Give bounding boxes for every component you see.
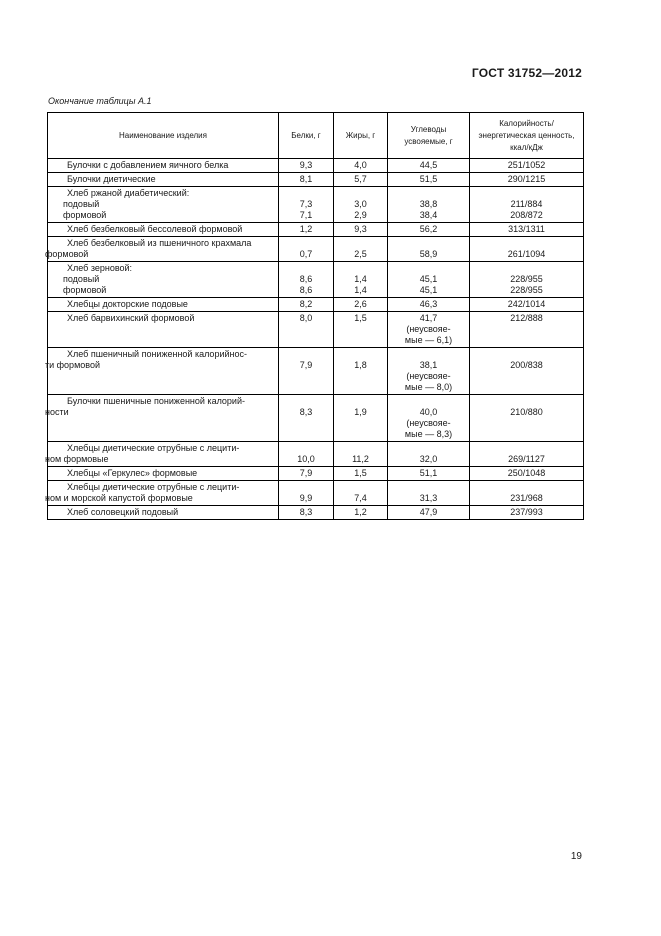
cell-name bbox=[48, 187, 279, 223]
cell-energy: 313/1311 bbox=[470, 223, 584, 237]
cell-carbs bbox=[388, 187, 470, 223]
cell-name bbox=[45, 442, 279, 467]
value: 9,9 bbox=[299, 493, 313, 503]
row-subitem: формовой bbox=[63, 210, 107, 220]
table-row bbox=[48, 506, 584, 520]
cell-energy bbox=[470, 442, 584, 467]
table-caption: Окончание таблицы А.1 bbox=[48, 96, 152, 106]
table-row bbox=[48, 467, 584, 481]
cell-energy: 250/1048 bbox=[470, 467, 584, 481]
cell-protein: 1,2 bbox=[279, 223, 334, 237]
cell-protein: 8,0 bbox=[279, 312, 334, 348]
cell-protein bbox=[279, 442, 334, 467]
cell-protein bbox=[279, 481, 334, 506]
cell-protein: 8,3 bbox=[279, 506, 334, 520]
cell-carbs: 46,3 bbox=[388, 298, 470, 312]
value: 261/1094 bbox=[507, 249, 546, 259]
row-name-continued: формовой bbox=[45, 249, 89, 259]
cell-energy: 242/1014 bbox=[470, 298, 584, 312]
row-name: Хлебцы «Геркулес» формовые bbox=[67, 468, 198, 478]
cell-carbs bbox=[388, 481, 470, 506]
header-energy-line3: ккал/кДж bbox=[510, 142, 543, 152]
table-row bbox=[48, 395, 584, 442]
cell-carbs bbox=[388, 312, 470, 348]
row-subitem: подовый bbox=[63, 199, 100, 209]
value: 1,9 bbox=[354, 407, 367, 417]
cell-fat bbox=[334, 481, 388, 506]
cell-energy: 251/1052 bbox=[470, 159, 584, 173]
value-note: (неусвояе- bbox=[406, 324, 451, 334]
cell-carbs: 51,1 bbox=[388, 467, 470, 481]
table-header-row bbox=[48, 113, 584, 159]
value: 7,9 bbox=[299, 360, 313, 370]
value: 10,0 bbox=[297, 454, 315, 464]
row-name-continued: ном и морской капустой формовые bbox=[45, 493, 193, 503]
cell-name bbox=[48, 159, 279, 173]
header-name: Наименование изделия bbox=[48, 113, 279, 159]
row-name-continued: ном формовые bbox=[45, 454, 109, 464]
row-name: Хлебцы диетические отрубные с лецити- bbox=[67, 443, 240, 453]
header-carbs-line2: усвояемые, г bbox=[404, 136, 453, 146]
table-row bbox=[48, 237, 584, 262]
value: 269/1127 bbox=[508, 454, 545, 464]
cell-carbs: 56,2 bbox=[388, 223, 470, 237]
value: 228/955 bbox=[510, 285, 543, 295]
value: 3,0 bbox=[354, 199, 367, 209]
row-name: Хлебцы диетические отрубные с лецити- bbox=[67, 482, 240, 492]
page-number: 19 bbox=[570, 851, 582, 862]
value-note: мые — 8,0) bbox=[404, 382, 453, 392]
value-note: мые — 6,1) bbox=[404, 335, 453, 345]
value: 2,5 bbox=[354, 249, 367, 259]
cell-energy: 290/1215 bbox=[470, 173, 584, 187]
value: 1,4 bbox=[354, 285, 367, 295]
cell-protein bbox=[279, 237, 334, 262]
row-subitem: подовый bbox=[63, 274, 100, 284]
cell-energy: 237/993 bbox=[470, 506, 584, 520]
value: 7,4 bbox=[354, 493, 367, 503]
cell-carbs bbox=[388, 348, 470, 395]
cell-fat bbox=[334, 262, 388, 298]
value: 31,3 bbox=[419, 493, 438, 503]
cell-protein bbox=[279, 187, 334, 223]
value-note: (неусвояе- bbox=[406, 418, 451, 428]
cell-protein bbox=[279, 395, 334, 442]
table-row bbox=[48, 262, 584, 298]
row-name: Хлеб безбелковый бессолевой формовой bbox=[67, 224, 243, 234]
value: 38,4 bbox=[419, 210, 438, 220]
cell-name bbox=[48, 298, 279, 312]
row-name-continued: ности bbox=[45, 407, 69, 417]
value: 38,8 bbox=[419, 199, 438, 209]
value: 231/968 bbox=[510, 493, 543, 503]
cell-name bbox=[45, 237, 279, 262]
row-name: Булочки с добавлением яичного белка bbox=[67, 160, 229, 170]
cell-fat: 1,5 bbox=[334, 467, 388, 481]
cell-fat: 9,3 bbox=[334, 223, 388, 237]
cell-name bbox=[48, 262, 279, 298]
cell-carbs: 51,5 bbox=[388, 173, 470, 187]
header-protein: Белки, г bbox=[279, 113, 334, 159]
header-fat: Жиры, г bbox=[334, 113, 388, 159]
row-name: Хлеб ржаной диабетический: bbox=[67, 188, 190, 198]
cell-name bbox=[45, 348, 279, 395]
value: 8,6 bbox=[299, 274, 313, 284]
cell-protein bbox=[279, 262, 334, 298]
table-row bbox=[48, 348, 584, 395]
cell-protein: 7,9 bbox=[279, 467, 334, 481]
cell-energy bbox=[470, 187, 584, 223]
row-subitem: формовой bbox=[63, 285, 107, 295]
value: 1,8 bbox=[354, 360, 367, 370]
header-carbs bbox=[388, 113, 470, 159]
value: 208/872 bbox=[510, 210, 543, 220]
value: 45,1 bbox=[419, 274, 438, 284]
cell-fat: 1,5 bbox=[334, 312, 388, 348]
cell-energy bbox=[470, 481, 584, 506]
standard-number: ГОСТ 31752—2012 bbox=[471, 66, 582, 80]
cell-fat bbox=[334, 237, 388, 262]
cell-name bbox=[48, 223, 279, 237]
value: 11,2 bbox=[352, 454, 369, 464]
cell-carbs: 44,5 bbox=[388, 159, 470, 173]
value: 228/955 bbox=[510, 274, 543, 284]
cell-protein: 8,2 bbox=[279, 298, 334, 312]
cell-fat: 5,7 bbox=[334, 173, 388, 187]
value: 7,3 bbox=[299, 199, 313, 209]
row-name: Хлеб зерновой: bbox=[67, 263, 133, 273]
value-note: мые — 8,3) bbox=[404, 429, 453, 439]
table-row bbox=[48, 442, 584, 467]
value: 200/838 bbox=[510, 360, 543, 370]
row-name: Хлебцы докторские подовые bbox=[67, 299, 188, 309]
table-row bbox=[48, 298, 584, 312]
value: 211/884 bbox=[510, 199, 543, 209]
table-row bbox=[48, 187, 584, 223]
cell-fat bbox=[334, 348, 388, 395]
value: 32,0 bbox=[419, 454, 438, 464]
cell-name bbox=[48, 312, 279, 348]
cell-protein: 9,3 bbox=[279, 159, 334, 173]
cell-carbs: 47,9 bbox=[388, 506, 470, 520]
value: 40,0 bbox=[419, 407, 438, 417]
value: 58,9 bbox=[419, 249, 438, 259]
cell-protein bbox=[279, 348, 334, 395]
cell-fat: 4,0 bbox=[334, 159, 388, 173]
row-name: Булочки диетические bbox=[67, 174, 156, 184]
cell-name bbox=[48, 506, 279, 520]
table-row bbox=[48, 159, 584, 173]
value: 2,9 bbox=[354, 210, 367, 220]
header-carbs-line1: Углеводы bbox=[410, 124, 447, 134]
cell-energy bbox=[470, 262, 584, 298]
row-name: Хлеб пшеничный пониженной калорийнос- bbox=[67, 349, 247, 359]
row-name: Хлеб барвихинский формовой bbox=[67, 313, 195, 323]
cell-carbs bbox=[388, 395, 470, 442]
value: 38,1 bbox=[419, 360, 438, 370]
value: 45,1 bbox=[419, 285, 438, 295]
row-name: Булочки пшеничные пониженной калорий- bbox=[67, 396, 245, 406]
cell-fat: 1,2 bbox=[334, 506, 388, 520]
value: 1,4 bbox=[354, 274, 367, 284]
nutrition-table bbox=[47, 112, 584, 520]
cell-carbs bbox=[388, 442, 470, 467]
value: 8,6 bbox=[299, 285, 313, 295]
cell-fat bbox=[334, 442, 388, 467]
header-energy bbox=[470, 113, 584, 159]
value-note: (неусвояе- bbox=[406, 371, 451, 381]
cell-carbs bbox=[388, 262, 470, 298]
header-energy-line2: энергетическая ценность, bbox=[478, 130, 575, 140]
cell-carbs bbox=[388, 237, 470, 262]
value: 41,7 bbox=[419, 313, 438, 323]
row-name: Хлеб безбелковый из пшеничного крахмала bbox=[67, 238, 252, 248]
cell-name bbox=[48, 467, 279, 481]
row-name: Хлеб соловецкий подовый bbox=[67, 507, 179, 517]
table-row bbox=[48, 173, 584, 187]
table-row bbox=[48, 223, 584, 237]
value: 8,3 bbox=[299, 407, 313, 417]
cell-energy bbox=[470, 237, 584, 262]
table-row bbox=[48, 481, 584, 506]
value: 0,7 bbox=[299, 249, 313, 259]
cell-energy bbox=[470, 395, 584, 442]
cell-name bbox=[48, 173, 279, 187]
value: 210/880 bbox=[510, 407, 543, 417]
cell-fat: 2,6 bbox=[334, 298, 388, 312]
cell-energy bbox=[470, 348, 584, 395]
row-name-continued: ти формовой bbox=[45, 360, 100, 370]
value: 7,1 bbox=[299, 210, 313, 220]
cell-name bbox=[45, 481, 279, 506]
cell-fat bbox=[334, 187, 388, 223]
cell-energy: 212/888 bbox=[470, 312, 584, 348]
cell-name bbox=[45, 395, 279, 442]
cell-fat bbox=[334, 395, 388, 442]
cell-protein: 8,1 bbox=[279, 173, 334, 187]
table-row bbox=[48, 312, 584, 348]
header-energy-line1: Калорийность/ bbox=[499, 118, 554, 128]
